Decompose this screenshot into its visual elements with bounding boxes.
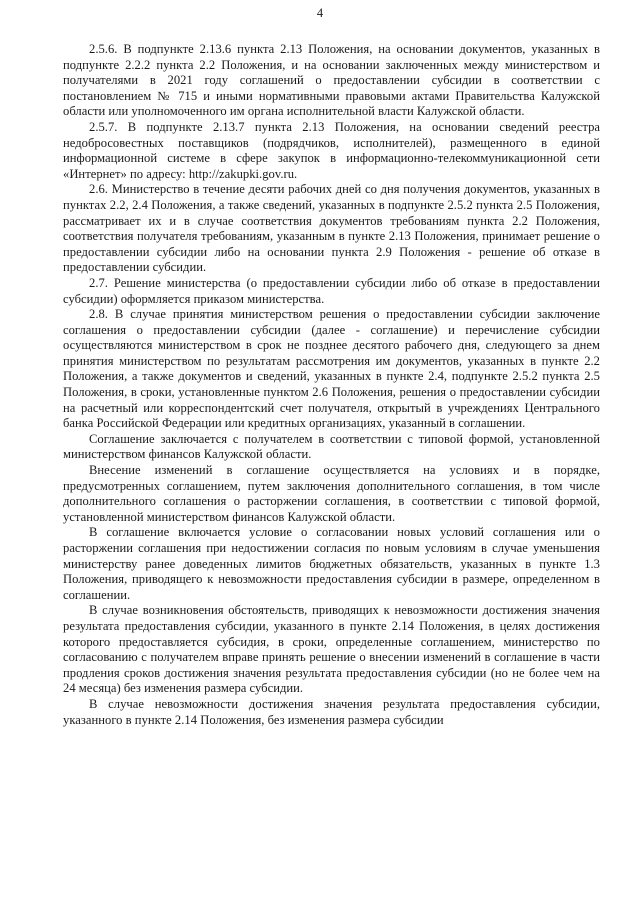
paragraph-impossibility: В случае невозможности достижения значения результата предоставления субсидии, указанного в пункте 2.14 Положения, без изменения размера субсидии (63, 696, 600, 727)
paragraph-agreement-form: Соглашение заключается с получателем в соответствии с типовой формой, установленной министерством финансов Калужской области. (63, 431, 600, 462)
paragraph-agreement-changes: Внесение изменений в соглашение осуществляется на условиях и в порядке, предусмотренных соглашением, путем заключения дополнительного соглашения, в том числе дополнительного соглашения о расторжении соглашения, в соответствии с типовой формой, установленной министерством финансов Калужской области. (63, 463, 600, 524)
paragraph-new-conditions: В соглашение включается условие о согласовании новых условий соглашения или о расторжении соглашения при недостижении согласия по новым условиям в случае уменьшения министерству ранее доведенных лимитов бюджетных обязательств, указанных в пункте 1.3 Положения, приводящего к невозможности предоставления субсидии в размере, определенном в соглашении. (63, 525, 600, 602)
document-body (63, 42, 600, 728)
page-number: 4 (316, 6, 324, 20)
paragraph-2-5-7: 2.5.7. В подпункте 2.13.7 пункта 2.13 Положения, на основании сведений реестра недобросовестных поставщиков (подрядчиков, исполнителей), размещенного в единой информационной системе в сфере закупок в информационно-телекоммуникационной сети «Интернет» по адресу: http://zakupki.gov.ru. (63, 119, 600, 181)
paragraph-2-7: 2.7. Решение министерства (о предоставлении субсидии либо об отказе в предоставлении субсидии) оформляется приказом министерства. (63, 275, 600, 306)
paragraph-2-8: 2.8. В случае принятия министерством решения о предоставлении субсидии заключение соглашения о предоставлении субсидии (далее - соглашение) и перечисление субсидии осуществляются министерством в срок не позднее десятого рабочего дня, следующего за днем принятия министерством по результатам рассмотрения им документов, указанных в пункте 2.2 Положения, а также документов и сведений, указанных в пункте 2.4, подпункте 2.5.2 пункта 2.5 Положения, в сроки, установленные пунктом 2.6 Положения, решения о предоставлении субсидии на расчетный или корреспондентский счет получателя, открытый в учреждениях Центрального банка Российской Федерации или кредитных организациях, указанный в соглашении. (63, 307, 600, 431)
paragraph-2-5-6: 2.5.6. В подпункте 2.13.6 пункта 2.13 Положения, на основании документов, указанных в подпункте 2.2.2 пункта 2.2 Положения, и на основании заключенных между министерством и получателями в 2021 году соглашений о предоставлении субсидии в соответствии с постановлением № 715 и иными нормативными правовыми актами Правительства Калужской области или уполномоченного им органа исполнительной власти Калужской области. (63, 42, 600, 119)
paragraph-circumstances: В случае возникновения обстоятельств, приводящих к невозможности достижения значения результата предоставления субсидии, указанного в пункте 2.14 Положения, в целях достижения которого предоставляется субсидия, в сроки, определенные соглашением, министерство по согласованию с получателем вправе принять решение о внесении изменений в соглашение в части продления сроков достижения значения результата предоставления субсидии (но не более чем на 24 месяца) без изменения размера субсидии. (63, 603, 600, 696)
paragraph-2-6: 2.6. Министерство в течение десяти рабочих дней со дня получения документов, указанных в пунктах 2.2, 2.4 Положения, а также сведений, указанных в подпункте 2.5.2 пункта 2.5 Положения, рассматривает их и в случае соответствия документов требованиям пункта 2.2 Положения, соответствия получателя требованиям, указанным в пункте 2.13 Положения, принимает решение о предоставлении субсидии либо на основании пункта 2.9 Положения - решение об отказе в предоставлении субсидии. (63, 182, 600, 275)
